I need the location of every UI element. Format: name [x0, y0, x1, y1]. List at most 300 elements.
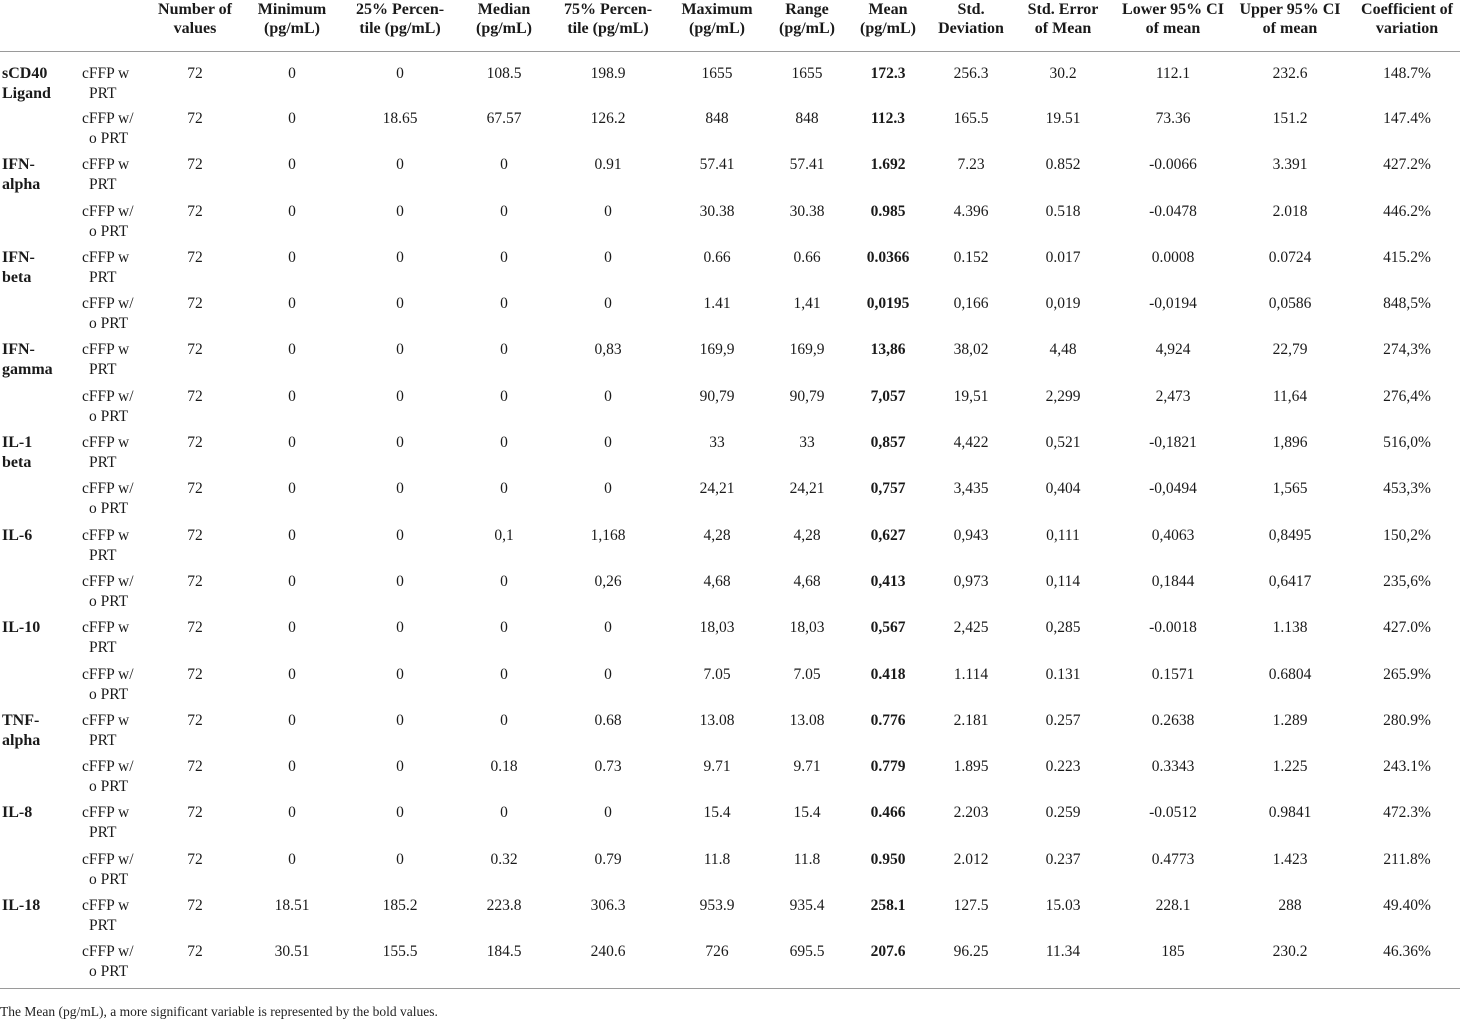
value-cell: 198.9 [590, 64, 626, 82]
value-cell: 935.4 [789, 897, 825, 915]
value-cell: 38,02 [953, 341, 989, 359]
group-label-line: cFFP w [82, 804, 130, 822]
cytokine-label: IFN- alpha [2, 156, 41, 194]
cytokine-cell-empty [0, 387, 76, 433]
value-cell: 288 [1278, 897, 1302, 915]
value-cell: 18,03 [789, 619, 825, 637]
group-label-line: cFFP w/ [82, 850, 134, 868]
value-cell: 0,166 [953, 295, 989, 313]
group-label-line: PRT [89, 361, 117, 379]
table-row [0, 51, 1460, 109]
mean-cell: 0.776 [870, 711, 906, 729]
value-cell: 228.1 [1155, 897, 1191, 915]
value-cell: 0,4063 [1151, 526, 1195, 544]
value-cell: 274,3% [1383, 341, 1431, 359]
group-label [76, 340, 154, 386]
value-cell: 0.9841 [1268, 804, 1312, 822]
value-cell: 0,0586 [1268, 295, 1312, 313]
value-cell: 427.2% [1383, 156, 1431, 174]
table-body [0, 51, 1460, 989]
table-row [0, 665, 1460, 711]
cytokine-cell-empty [0, 757, 76, 803]
value-cell: 2.203 [953, 804, 989, 822]
value-cell: 72 [187, 572, 203, 590]
value-cell: 2.181 [953, 711, 989, 729]
value-cell: 72 [187, 619, 203, 637]
cytokine-label: sCD40 Ligand [2, 64, 51, 102]
value-cell: 453,3% [1383, 480, 1431, 498]
value-cell: 256.3 [953, 64, 989, 82]
value-cell: 150,2% [1383, 526, 1431, 544]
value-cell: 18.65 [382, 110, 418, 127]
group-label [76, 51, 154, 109]
group-label-line: cFFP w [82, 526, 130, 544]
value-cell: 0 [500, 341, 508, 359]
value-cell: 72 [187, 850, 203, 868]
value-cell: 18.51 [274, 897, 310, 915]
group-label-line: o PRT [89, 315, 129, 333]
value-cell: 148.7% [1383, 64, 1431, 82]
column-header: Coefficient of variation [1354, 0, 1460, 51]
value-cell: 33 [799, 434, 815, 452]
value-cell: 1,896 [1272, 434, 1308, 452]
group-label-line: PRT [89, 454, 117, 472]
value-cell: 72 [187, 387, 203, 405]
value-cell: 223.8 [486, 897, 522, 915]
value-cell: 72 [187, 110, 203, 127]
value-cell: 0.152 [953, 248, 989, 266]
value-cell: 0,26 [594, 572, 622, 590]
value-cell: 96.25 [936, 942, 1006, 988]
group-label-line: o PRT [89, 407, 129, 425]
group-label-line: cFFP w/ [82, 387, 134, 405]
value-cell: 4,28 [703, 526, 731, 544]
value-cell: 15.4 [793, 804, 821, 822]
value-cell: 0.257 [1045, 711, 1081, 729]
mean-cell: 0,413 [870, 572, 906, 590]
group-label [76, 711, 154, 757]
group-label-line: PRT [89, 268, 117, 286]
column-header: Std. Error of Mean [1006, 0, 1120, 51]
group-label-line: cFFP w/ [82, 480, 134, 498]
value-cell: 0,83 [594, 341, 622, 359]
value-cell: 0 [604, 202, 612, 220]
value-cell: 0 [396, 480, 404, 498]
group-label-line: cFFP w [82, 619, 130, 637]
value-cell: 0.131 [1045, 665, 1081, 683]
value-cell: 0 [396, 202, 404, 220]
value-cell: 0 [288, 110, 296, 127]
cytokine-cell-empty [0, 202, 76, 248]
value-cell: 7.05 [793, 665, 821, 683]
group-label-line: o PRT [89, 685, 129, 703]
value-cell: 0 [500, 619, 508, 637]
value-cell: 1.895 [953, 758, 989, 776]
value-cell: 0 [500, 156, 508, 174]
value-cell: 848 [705, 110, 729, 127]
mean-cell: 0.466 [870, 804, 906, 822]
value-cell: 19,51 [953, 387, 989, 405]
mean-cell: 172.3 [870, 64, 906, 82]
table-row [0, 942, 1460, 988]
value-cell: 0 [396, 295, 404, 313]
group-label-line: cFFP w [82, 711, 130, 729]
value-cell: 72 [154, 942, 236, 988]
value-cell: 0,943 [953, 526, 989, 544]
value-cell: 49.40% [1383, 897, 1431, 915]
value-cell: 73.36 [1155, 110, 1191, 127]
cytokine-cell-empty [0, 479, 76, 525]
value-cell: 0,1844 [1151, 572, 1195, 590]
value-cell: 235,6% [1383, 572, 1431, 590]
column-header [0, 0, 76, 51]
value-cell: 33 [709, 434, 725, 452]
value-cell: 2,425 [953, 619, 989, 637]
mean-cell: 0,857 [870, 434, 906, 452]
column-header: Maximum (pg/mL) [660, 0, 774, 51]
group-label-line: PRT [89, 176, 117, 194]
cytokine-label: IL-10 [2, 619, 41, 637]
group-label [76, 572, 154, 618]
group-label-line: cFFP w/ [82, 295, 134, 313]
cytokine-label: IL-8 [2, 804, 33, 822]
value-cell: 0.0008 [1151, 248, 1195, 266]
value-cell: 0 [396, 804, 404, 822]
mean-cell: 112.3 [870, 110, 906, 127]
mean-cell: 1.692 [870, 156, 906, 174]
value-cell: 46.36% [1354, 942, 1460, 988]
value-cell: 3.391 [1272, 156, 1308, 174]
value-cell: 185.2 [382, 897, 418, 915]
value-cell: 0 [500, 202, 508, 220]
group-label-line: o PRT [89, 870, 129, 888]
group-label [76, 665, 154, 711]
value-cell: 72 [187, 295, 203, 313]
cytokine-cell-empty [0, 294, 76, 340]
value-cell: 4,68 [703, 572, 731, 590]
value-cell: 0.32 [490, 850, 518, 868]
value-cell: 57.41 [789, 156, 825, 174]
group-label [76, 942, 154, 988]
value-cell: 472.3% [1383, 804, 1431, 822]
value-cell: 0 [500, 434, 508, 452]
mean-cell: 13,86 [870, 341, 906, 359]
value-cell: 2,473 [1155, 387, 1191, 405]
value-cell: 4,68 [793, 572, 821, 590]
value-cell: 427.0% [1383, 619, 1431, 637]
value-cell: 1.289 [1272, 711, 1308, 729]
group-label-line: o PRT [89, 778, 129, 796]
value-cell: 72 [187, 758, 203, 776]
value-cell: 0 [396, 387, 404, 405]
group-label-line: PRT [89, 546, 117, 564]
value-cell: 695.5 [774, 942, 840, 988]
value-cell: 0,8495 [1268, 526, 1312, 544]
value-cell: 72 [187, 480, 203, 498]
value-cell: 0 [288, 572, 296, 590]
value-cell: 0 [396, 64, 404, 82]
mean-cell: 258.1 [870, 897, 906, 915]
value-cell: 9.71 [793, 758, 821, 776]
mean-cell: 0,757 [870, 480, 906, 498]
value-cell: 4,48 [1049, 341, 1077, 359]
column-header: Median (pg/mL) [452, 0, 556, 51]
value-cell: 0.6804 [1268, 665, 1312, 683]
value-cell: 151.2 [1272, 110, 1308, 127]
value-cell: 0 [604, 665, 612, 683]
value-cell: 72 [187, 804, 203, 822]
value-cell: 72 [187, 711, 203, 729]
value-cell: 11,64 [1272, 387, 1308, 405]
value-cell: 4,28 [793, 526, 821, 544]
value-cell: 30.51 [236, 942, 348, 988]
value-cell: 72 [187, 341, 203, 359]
value-cell: 13.08 [789, 711, 825, 729]
value-cell: 0 [604, 480, 612, 498]
column-header: Number of values [154, 0, 236, 51]
group-label [76, 896, 154, 942]
value-cell: 1655 [701, 64, 733, 82]
value-cell: 0 [288, 248, 296, 266]
value-cell: 165.5 [953, 110, 989, 127]
value-cell: 0.68 [594, 711, 622, 729]
group-label [76, 757, 154, 803]
value-cell: 185 [1120, 942, 1226, 988]
group-label-line: o PRT [89, 963, 129, 981]
value-cell: 112.1 [1155, 64, 1191, 82]
group-label-line: cFFP w/ [82, 943, 134, 961]
value-cell: 0 [396, 665, 404, 683]
value-cell: 4,422 [953, 434, 989, 452]
value-cell: 0 [500, 711, 508, 729]
value-cell: 0 [288, 758, 296, 776]
group-label [76, 850, 154, 896]
table-row [0, 526, 1460, 572]
value-cell: 0 [288, 387, 296, 405]
group-label-line: PRT [89, 731, 117, 749]
value-cell: 726 [660, 942, 774, 988]
group-label [76, 202, 154, 248]
table-footnote: The Mean (pg/mL), a more significant variable is represented by the bold values. [0, 1004, 438, 1019]
value-cell: 72 [187, 202, 203, 220]
value-cell: 240.6 [556, 942, 660, 988]
table-row [0, 850, 1460, 896]
group-label-line: cFFP w/ [82, 202, 134, 220]
value-cell: 0.223 [1045, 758, 1081, 776]
value-cell: 0 [604, 295, 612, 313]
cytokine-cell-empty [0, 572, 76, 618]
value-cell: 0,521 [1045, 434, 1081, 452]
value-cell: 0.852 [1045, 156, 1081, 174]
value-cell: 72 [187, 434, 203, 452]
value-cell: 57.41 [699, 156, 735, 174]
group-label [76, 526, 154, 572]
table-row [0, 479, 1460, 525]
value-cell: 0 [288, 850, 296, 868]
value-cell: 0 [396, 850, 404, 868]
value-cell: 30.2 [1049, 64, 1077, 82]
table-row [0, 757, 1460, 803]
value-cell: 0.1571 [1151, 665, 1195, 683]
value-cell: 72 [187, 248, 203, 266]
value-cell: 108.5 [486, 64, 522, 82]
group-label-line: o PRT [89, 222, 129, 240]
value-cell: 446.2% [1383, 202, 1431, 220]
value-cell: 18,03 [699, 619, 735, 637]
value-cell: 0 [396, 711, 404, 729]
value-cell: 0 [396, 526, 404, 544]
cytokine-label: IL-6 [2, 526, 33, 544]
value-cell: 0,285 [1045, 619, 1081, 637]
column-header: Upper 95% CI of mean [1226, 0, 1354, 51]
value-cell: 0.2638 [1151, 711, 1195, 729]
value-cell: -0.0018 [1149, 619, 1197, 637]
value-cell: 72 [187, 665, 203, 683]
group-label-line: PRT [89, 917, 117, 935]
group-label-line: cFFP w [82, 64, 130, 82]
value-cell: 0 [396, 758, 404, 776]
value-cell: 848,5% [1383, 295, 1431, 313]
mean-cell: 0,0195 [866, 295, 910, 313]
value-cell: 0 [500, 387, 508, 405]
value-cell: 0 [288, 711, 296, 729]
cytokine-label: IFN- gamma [2, 341, 53, 379]
value-cell: 0 [604, 619, 612, 637]
value-cell: 13.08 [699, 711, 735, 729]
value-cell: 1,565 [1272, 480, 1308, 498]
value-cell: -0,0494 [1149, 480, 1197, 498]
cytokine-label: TNF- alpha [2, 711, 41, 749]
value-cell: 280.9% [1383, 711, 1431, 729]
value-cell: 3,435 [953, 480, 989, 498]
value-cell: 11.8 [793, 850, 821, 868]
value-cell: 0 [396, 619, 404, 637]
value-cell: 0 [288, 804, 296, 822]
value-cell: 0.3343 [1151, 758, 1195, 776]
value-cell: 0.18 [490, 758, 518, 776]
value-cell: 0 [604, 804, 612, 822]
mean-cell: 207.6 [840, 942, 936, 988]
group-label [76, 618, 154, 664]
value-cell: 24,21 [699, 480, 735, 498]
mean-cell: 0,627 [870, 526, 906, 544]
value-cell: 72 [187, 64, 203, 82]
value-cell: 0 [396, 341, 404, 359]
value-cell: 0 [288, 341, 296, 359]
value-cell: 276,4% [1383, 387, 1431, 405]
value-cell: 232.6 [1272, 64, 1308, 82]
value-cell: 0 [288, 434, 296, 452]
value-cell: 0 [288, 526, 296, 544]
value-cell: 0.0724 [1268, 248, 1312, 266]
value-cell: 72 [187, 526, 203, 544]
group-label-line: cFFP w/ [82, 572, 134, 590]
value-cell: 848 [795, 110, 819, 127]
value-cell: 0.4773 [1151, 850, 1195, 868]
value-cell: 0.79 [594, 850, 622, 868]
value-cell: 72 [187, 897, 203, 915]
table-row [0, 202, 1460, 248]
value-cell: 0 [396, 156, 404, 174]
group-label-line: o PRT [89, 500, 129, 518]
value-cell: -0.0512 [1149, 804, 1197, 822]
value-cell: 22,79 [1272, 341, 1308, 359]
value-cell: 2.012 [953, 850, 989, 868]
cytokine-cell-empty [0, 109, 76, 155]
value-cell: 0 [288, 295, 296, 313]
value-cell: 1655 [791, 64, 823, 82]
value-cell: 0 [604, 434, 612, 452]
value-cell: 0 [288, 665, 296, 683]
value-cell: 0 [500, 665, 508, 683]
group-label [76, 294, 154, 340]
mean-cell: 0.950 [870, 850, 906, 868]
value-cell: 1.225 [1272, 758, 1308, 776]
group-label [76, 479, 154, 525]
table-row [0, 387, 1460, 433]
value-cell: 147.4% [1383, 110, 1431, 127]
value-cell: 0 [500, 248, 508, 266]
value-cell: 169,9 [699, 341, 735, 359]
group-label-line: cFFP w/ [82, 110, 134, 127]
group-label-line: cFFP w [82, 248, 130, 266]
group-label-line: PRT [89, 639, 117, 657]
value-cell: 230.2 [1226, 942, 1354, 988]
value-cell: 0,404 [1045, 480, 1081, 498]
group-label-line: cFFP w [82, 434, 130, 452]
table-row [0, 572, 1460, 618]
column-header: Std. Deviation [936, 0, 1006, 51]
value-cell: 9.71 [703, 758, 731, 776]
group-label-line: cFFP w/ [82, 758, 134, 776]
column-header: 75% Percen- tile (pg/mL) [556, 0, 660, 51]
value-cell: 67.57 [486, 110, 522, 127]
table-row [0, 711, 1460, 757]
group-label [76, 155, 154, 201]
table-row [0, 109, 1460, 155]
value-cell: 0 [500, 295, 508, 313]
cytokine-label: IL-18 [2, 897, 41, 915]
group-label [76, 803, 154, 849]
value-cell: 7.05 [703, 665, 731, 683]
header-row [0, 0, 1460, 51]
value-cell: 0 [396, 572, 404, 590]
mean-cell: 7,057 [870, 387, 906, 405]
value-cell: 4,924 [1155, 341, 1191, 359]
group-label [76, 248, 154, 294]
value-cell: 169,9 [789, 341, 825, 359]
value-cell: 7.23 [957, 156, 985, 174]
value-cell: 0.91 [594, 156, 622, 174]
value-cell: 4.396 [953, 202, 989, 220]
value-cell: 0,019 [1045, 295, 1081, 313]
column-header [76, 0, 154, 51]
table-row [0, 433, 1460, 479]
group-label-line: cFFP w/ [82, 665, 134, 683]
value-cell: 127.5 [953, 897, 989, 915]
value-cell: 0.73 [594, 758, 622, 776]
value-cell: 30.38 [789, 202, 825, 220]
value-cell: 0,6417 [1268, 572, 1312, 590]
value-cell: 90,79 [789, 387, 825, 405]
column-header: Minimum (pg/mL) [236, 0, 348, 51]
value-cell: 11.34 [1006, 942, 1120, 988]
mean-cell: 0.985 [870, 202, 906, 220]
column-header: Lower 95% CI of mean [1120, 0, 1226, 51]
value-cell: -0.0478 [1149, 202, 1197, 220]
value-cell: 0 [604, 387, 612, 405]
value-cell: 184.5 [452, 942, 556, 988]
